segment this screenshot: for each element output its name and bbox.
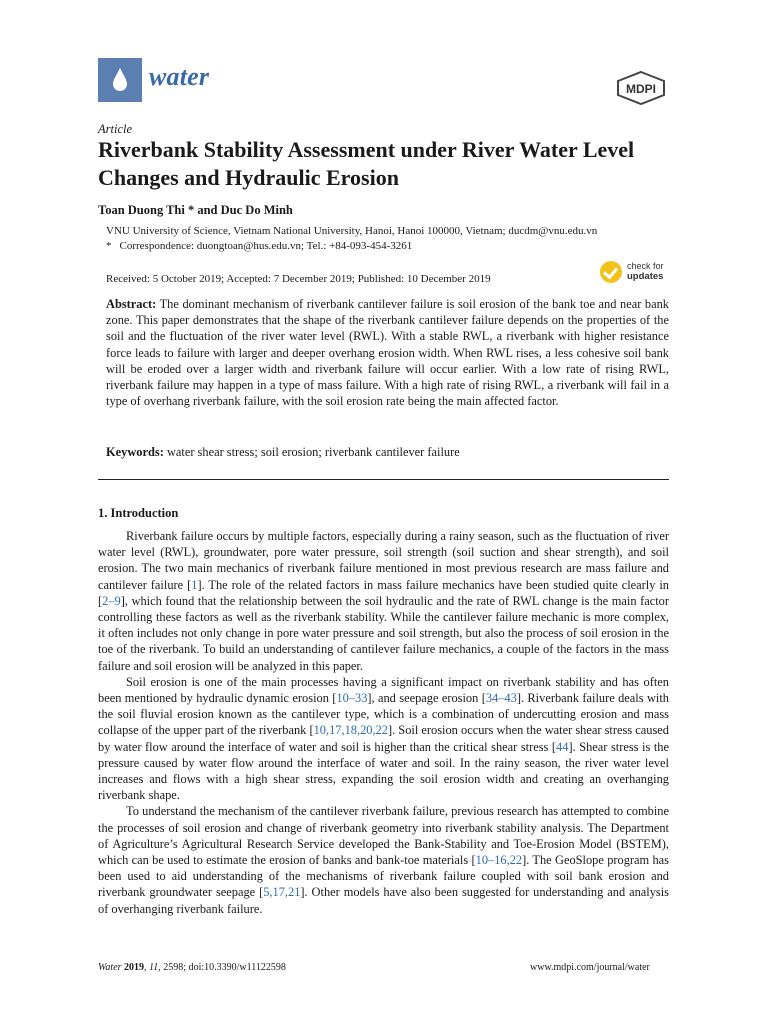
publication-dates: Received: 5 October 2019; Accepted: 7 December 2019; Published: 10 December 2019 (106, 273, 491, 285)
journal-name: water (149, 62, 210, 91)
correspondence-text: Correspondence: duongtoan@hus.edu.vn; Tel.: +84-093-454-3261 (119, 240, 413, 252)
footer-url[interactable]: www.mdpi.com/journal/water (530, 962, 650, 973)
article-type: Article (98, 122, 133, 136)
check-for-updates-badge[interactable] (600, 260, 674, 288)
text-run: Riverbank failure occurs by multiple factors, especially during a rainy season, such as the fluctuation of river water level (RWL), groundwater, pore water pressure, soil strength (soil suction and shear strength), and soil erosion. The two main mechanics of riverbank failure mentioned in most previous research are mass failure and cantilever failure [ (98, 529, 669, 592)
text-run: Soil erosion is one of the main processes having a significant impact on riverbank stability and has often been mentioned by hydraulic dynamic erosion [ (98, 674, 669, 706)
text-run: ]. The role of the related factors in mass failure mechanics have been studied quite clearly in [ (98, 577, 669, 608)
page-title: Riverbank Stability Assessment under River Water Level Changes and Hydraulic Erosion (98, 137, 635, 190)
text-run: ]. Other models have also been suggested for understanding and analysis of overhanging riverbank failure. (98, 885, 669, 916)
paragraph-3 (98, 803, 669, 916)
text-run: ]. Soil erosion occurs when the water shear stress caused by water flow around the interface of water and soil is higher than the critical shear stress [ (98, 723, 669, 754)
text-run: ], and seepage erosion [ (367, 691, 486, 706)
citation-link[interactable]: 2–9 (102, 593, 121, 608)
keywords (106, 444, 669, 460)
correspondence-mark: * (106, 240, 112, 252)
paragraph-1 (98, 528, 669, 674)
text-run: ]. Riverbank failure deals with the soil fluvial erosion known as the cantilever type, which is a combination of undercutting erosion and mass collapse of the upper part of the riverbank [ (98, 691, 669, 738)
section-heading-introduction: 1. Introduction (98, 506, 179, 520)
check-updates-line2: updates (627, 271, 664, 282)
paragraph-2 (98, 674, 669, 804)
footer-doi: , 2598; doi:10.3390/w11122598 (158, 962, 286, 973)
citation-link[interactable]: 1 (191, 577, 198, 592)
abstract (106, 296, 669, 409)
publisher-logo (612, 70, 670, 106)
abstract-text: The dominant mechanism of riverbank cantilever failure is soil erosion of the bank toe and near bank zone. This paper demonstrates that the shape of the riverbank cantilever failure depends on the properties of the soil and the fluctuation of the river water level (RWL). With a stable RWL, a riverbank with higher resistance force leads to failure with larger and deeper overhang erosion width. When RWL rises, a less cohesive soil bank will be eroded over a larger width and riverbank failure will occur earlier. With a low rate of rising RWL, riverbank failure may happen in a type of mass failure. With a high rate of rising RWL, a riverbank will fail in a type of overhang riverbank failure, with the soil erosion rate being the main affected factor. (106, 297, 669, 409)
affiliation: VNU University of Science, Vietnam National University, Hanoi, Hanoi 100000, Vietnam; ducdm@vnu.edu.vn (106, 225, 598, 237)
footer-year: 2019 (124, 962, 145, 973)
footer-citation: Water 2019, 11, 2598; doi:10.3390/w11122598 (98, 962, 286, 973)
correspondence (106, 240, 412, 252)
text-run: To understand the mechanism of the cantilever riverbank failure, previous research has attempted to combine the processes of soil erosion and change of riverbank geometry into riverbank stability analysis. The Department of Agriculture’s Agricultural Research Service developed the Bank-Stability and Toe-Erosion Model (BSTEM), which can be used to estimate the erosion of banks and bank-toe materials [ (98, 804, 669, 868)
footer-volume: 11 (149, 962, 159, 973)
text-run: ]. Shear stress is the pressure caused by water flow around the interface of water and soil. In the rainy season, the river water level increases and flows with a high shear stress, expanding the soil erosion width and creating an overhanging riverbank shape. (98, 739, 670, 803)
text-run: ], which found that the relationship between the soil hydraulic and the rate of RWL change is the main factor controlling these factors as well as the riverbank stability. While the cantilever failure mechanic is more complex, it often includes not only change in pore water pressure and soil strength, but also the process of soil erosion in the toe of the riverbank. To build an understanding of cantilever failure mechanics, a couple of the factors in the mass failure and soil erosion will be analyzed in this paper. (98, 593, 669, 673)
citation-link[interactable]: 5,17,21 (263, 885, 301, 900)
section-divider (98, 479, 669, 480)
keywords-text: water shear stress; soil erosion; riverbank cantilever failure (166, 445, 460, 459)
citation-link[interactable]: 10–16,22 (475, 853, 523, 868)
journal-logo (98, 58, 142, 102)
citation-link[interactable]: 34–43 (485, 691, 517, 706)
abstract-label: Abstract: (106, 297, 157, 311)
citation-link[interactable]: 10–33 (336, 691, 368, 706)
authors: Toan Duong Thi * and Duc Do Minh (98, 203, 293, 217)
keywords-label: Keywords: (106, 445, 164, 459)
citation-link[interactable]: 44 (556, 739, 569, 754)
introduction-body (98, 528, 669, 917)
citation-link[interactable]: 10,17,18,20,22 (313, 723, 388, 738)
publisher-name: MDPI (626, 82, 656, 96)
checkmark-icon (600, 261, 622, 283)
check-updates-line1: check for (627, 261, 664, 271)
text-run: ]. The GeoSlope program has been used to aid understanding of the mechanisms of riverbank failure coupled with soil bank erosion and riverbank groundwater seepage [ (98, 853, 670, 900)
water-drop-icon (111, 67, 129, 93)
footer-journal: Water (98, 962, 122, 973)
